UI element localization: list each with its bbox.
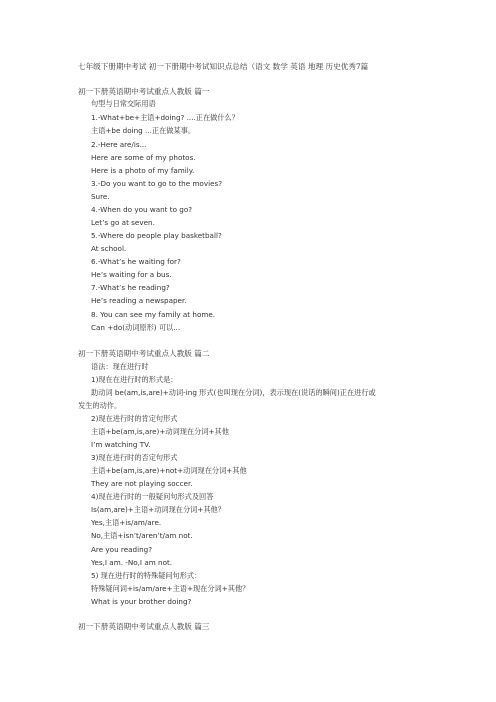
section-1-line: 7.-What’s he reading? [91, 283, 170, 292]
section-1-line: 主语+be doing ...正在做某事。 [91, 126, 196, 135]
section-2-line: Yes,I am. -No,I am not. [91, 558, 173, 567]
section-1-line: Here are some of my photos. [91, 153, 196, 162]
section-1-line: 句型与日常交际用语 [91, 99, 156, 108]
section-2-line: 主语+be(am,is,are)+not+动词现在分词+其他 [91, 466, 247, 475]
section-2-line: 特殊疑问词+is/am/are+主语+现在分词+其他？ [91, 584, 250, 593]
section-2-line: 5) 现在进行时的特殊疑问句形式： [91, 571, 202, 580]
section-2-line: Is(am,are)+主语+动词现在分词+其他？ [91, 505, 225, 514]
section-1-line: Can +do(动词原形) 可以... [91, 323, 181, 332]
section-2-line: What is your brother doing? [91, 597, 192, 606]
section-1-heading: 初一下册英语期中考试重点人教版 篇一 [78, 87, 210, 96]
section-1-line: At school. [91, 244, 127, 253]
section-1-line: 5.-Where do people play basketball? [91, 231, 222, 240]
section-2-line: Are you reading? [91, 545, 153, 554]
section-2-line: No,主语+isn’t/aren’t/am not. [91, 531, 193, 540]
section-2-line: 主语+be(am,is,are)+动词现在分词+其他 [91, 427, 229, 436]
section-1-line: Here is a photo of my family. [91, 166, 195, 175]
section-2-line: I’m watching TV. [91, 440, 151, 449]
section-2-line: 1)现在在进行时的形式是： [91, 375, 178, 384]
section-1-line: 8. You can see my family at home. [91, 310, 216, 319]
section-2-line: 发生的动作。 [78, 401, 122, 410]
section-2-line: 2)现在进行时的肯定句形式 [91, 414, 178, 423]
section-2-line: 助动词 be(am,is,are)+动词-ing 形式(也叫现在分词)，表示现在(说话的瞬间)正在进行或 [91, 388, 376, 397]
section-2-heading: 初一下册英语期中考试重点人教版 篇二 [78, 349, 210, 358]
section-2-line: 3)现在进行时的否定句形式 [91, 453, 178, 462]
section-1-line: 4.-When do you want to go? [91, 205, 193, 214]
section-2-line: Yes,主语+is/am/are. [91, 518, 162, 527]
section-1-line: He’s waiting for a bus. [91, 270, 172, 279]
section-1-line: 2.-Here are/is... [91, 140, 147, 149]
section-1-line: 3.-Do you want to go to the movies? [91, 179, 223, 188]
section-2-line: 语法：现在进行时 [91, 362, 149, 371]
document-title: 七年级下册期中考试 初一下册期中考试知识点总结（语文 数学 英语 地理 历史优秀7篇 [78, 62, 369, 71]
section-1-line: 6.-What’s he waiting for? [91, 257, 181, 266]
section-1-line: He’s reading a newspaper. [91, 296, 187, 305]
section-1-line: Sure. [91, 192, 110, 201]
section-1-line: Let’s go at seven. [91, 218, 155, 227]
section-2-line: They are not playing soccer. [91, 479, 193, 488]
section-3-heading: 初一下册英语期中考试重点人教版 篇三 [78, 622, 210, 631]
section-1-line: 1.-What+be+主语+doing? ....正在做什么？ [91, 113, 239, 122]
section-2-line: 4)现在进行时的一般疑问句形式及回答 [91, 492, 214, 501]
